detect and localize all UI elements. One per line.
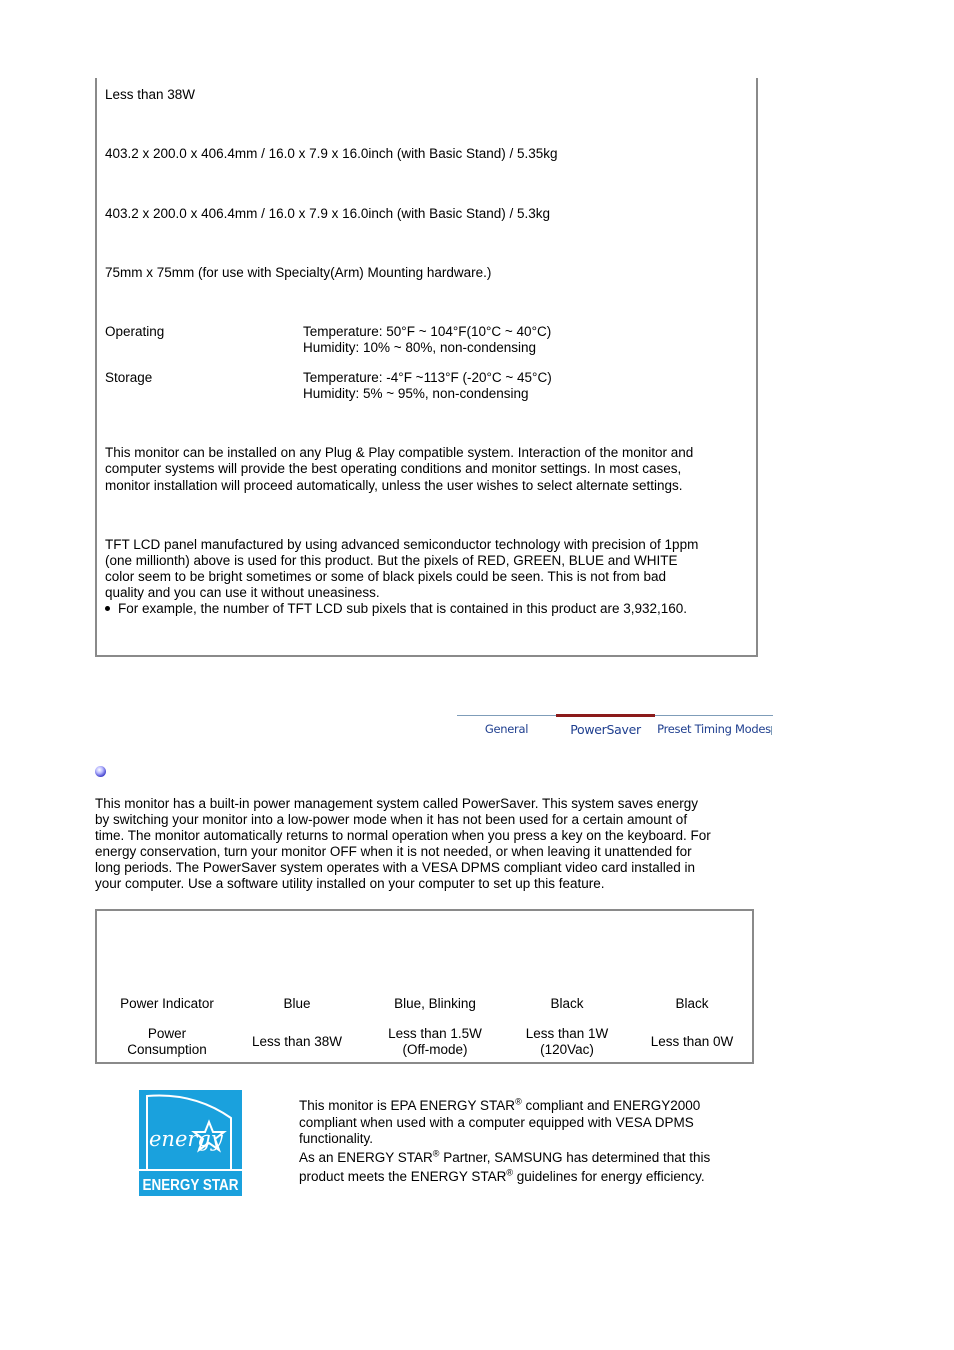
text-run: guidelines for energy efficiency. (512, 1169, 705, 1184)
plug-play-line: computer systems will provide the best operating conditions and monitor settings. In most cases, (105, 461, 682, 476)
section-bullet-icon (95, 766, 106, 777)
operating-label: Operating (105, 324, 165, 339)
text-run: As an ENERGY STAR (299, 1149, 433, 1165)
text-run: product meets the ENERGY STAR (299, 1169, 507, 1184)
dimensions-set-value: 403.2 x 200.0 x 406.4mm / 16.0 x 7.9 x 16.0inch (with Basic Stand) / 5.35kg (105, 146, 558, 161)
description-line: energy conservation, turn your monitor OFF when it is not needed, or when leaving it unattended for (95, 844, 692, 859)
powersaver-description (95, 796, 760, 892)
storage-temperature: Temperature: -4°F ~113°F (-20°C ~ 45°C) (303, 370, 552, 385)
storage-label: Storage (105, 370, 153, 385)
pixel-policy-line: color seem to be bright sometimes or some of black pixels could be seen. This is not from bad (105, 569, 667, 584)
table-cell: Less than 0W (650, 1034, 734, 1049)
text-run: compliant and ENERGY2000 (521, 1098, 701, 1113)
power-mode-table (95, 909, 754, 1064)
pixel-count-text: For example, the number of TFT LCD sub pixels that is contained in this product are 3,932,160. (118, 601, 688, 616)
registered-mark: ® (506, 1167, 513, 1178)
bullet-dot-icon (105, 606, 110, 611)
energy-script-text: energy (149, 1127, 223, 1151)
description-line: your computer. Use a software utility installed on your computer to set up this feature. (95, 876, 605, 891)
vesa-mount-value: 75mm x 75mm (for use with Specialty(Arm) Mounting hardware.) (105, 265, 492, 280)
description-line: time. The monitor automatically returns to normal operation when you press a key on the keyboard. For (95, 828, 711, 843)
plug-play-line: monitor installation will proceed automatically, unless the user wishes to select alternate settings. (105, 478, 683, 493)
specifications-box (95, 78, 758, 657)
cell-line: (Off-mode) (402, 1042, 468, 1057)
energy-star-statement (299, 1098, 754, 1186)
description-line: This monitor has a built-in power management system called PowerSaver. This system saves energy (95, 796, 699, 811)
power-indicator-label: Power Indicator (120, 996, 214, 1011)
label-line: Consumption (127, 1042, 207, 1057)
cell-line: Less than 1W (525, 1026, 609, 1041)
energy-star-logo (139, 1090, 242, 1196)
registered-mark: ® (515, 1096, 522, 1107)
storage-humidity: Humidity: 5% ~ 95%, non-condensing (303, 386, 529, 401)
tab-powersaver[interactable]: PowerSaver (556, 714, 655, 741)
plug-play-line: This monitor can be installed on any Plug & Play compatible system. Interaction of the monitor and (105, 445, 694, 460)
tab-general[interactable]: General (484, 722, 529, 736)
table-cell: Less than 38W (251, 1034, 343, 1049)
energy-star-logo-text: ENERGY STAR (142, 1177, 239, 1194)
power-consumption-value: Less than 38W (105, 87, 196, 102)
power-consumption-label (107, 1026, 227, 1058)
statement-line (299, 1098, 754, 1115)
cell-line: (120Vac) (540, 1042, 594, 1057)
table-cell (365, 1026, 505, 1058)
label-line: Power (147, 1026, 187, 1041)
text-run: This monitor is EPA ENERGY STAR (299, 1098, 516, 1113)
dimensions-unit-value: 403.2 x 200.0 x 406.4mm / 16.0 x 7.9 x 16.0inch (with Basic Stand) / 5.3kg (105, 206, 550, 221)
table-cell: Blue (283, 996, 311, 1011)
energy-star-emblem-icon (139, 1090, 242, 1196)
description-line: by switching your monitor into a low-power mode when it has not been used for a certain amount of (95, 812, 688, 827)
table-cell: Black (675, 996, 709, 1011)
cell-line: Less than 1.5W (388, 1026, 482, 1041)
statement-line (299, 1169, 754, 1186)
description-line: long periods. The PowerSaver system operates with a VESA DPMS compliant video card installed in (95, 860, 696, 875)
table-cell (507, 1026, 627, 1058)
registered-mark: ® (432, 1148, 440, 1158)
pixel-policy-line: TFT LCD panel manufactured by using advanced semiconductor technology with precision of 1ppm (105, 537, 699, 552)
statement-line: functionality. (299, 1131, 374, 1146)
operating-humidity: Humidity: 10% ~ 80%, non-condensing (303, 340, 537, 355)
text-run: Partner, SAMSUNG has determined that this (439, 1149, 711, 1165)
statement-line (299, 1150, 754, 1167)
operating-temperature: Temperature: 50°F ~ 104°F(10°C ~ 40°C) (303, 324, 552, 339)
tab-bar (457, 715, 773, 740)
tab-divider (771, 726, 772, 735)
pixel-count-list-item (105, 601, 687, 617)
statement-line: compliant when used with a computer equipped with VESA DPMS (299, 1114, 694, 1130)
table-cell: Blue, Blinking (394, 996, 476, 1011)
table-cell: Black (550, 996, 584, 1011)
pixel-policy-line: (one millionth) above is used for this product. But the pixels of RED, GREEN, BLUE and WHITE (105, 553, 678, 568)
pixel-policy-line: quality and you can use it without uneasiness. (105, 585, 380, 600)
tab-preset-timing-modes[interactable]: Preset Timing Modes (657, 722, 771, 736)
